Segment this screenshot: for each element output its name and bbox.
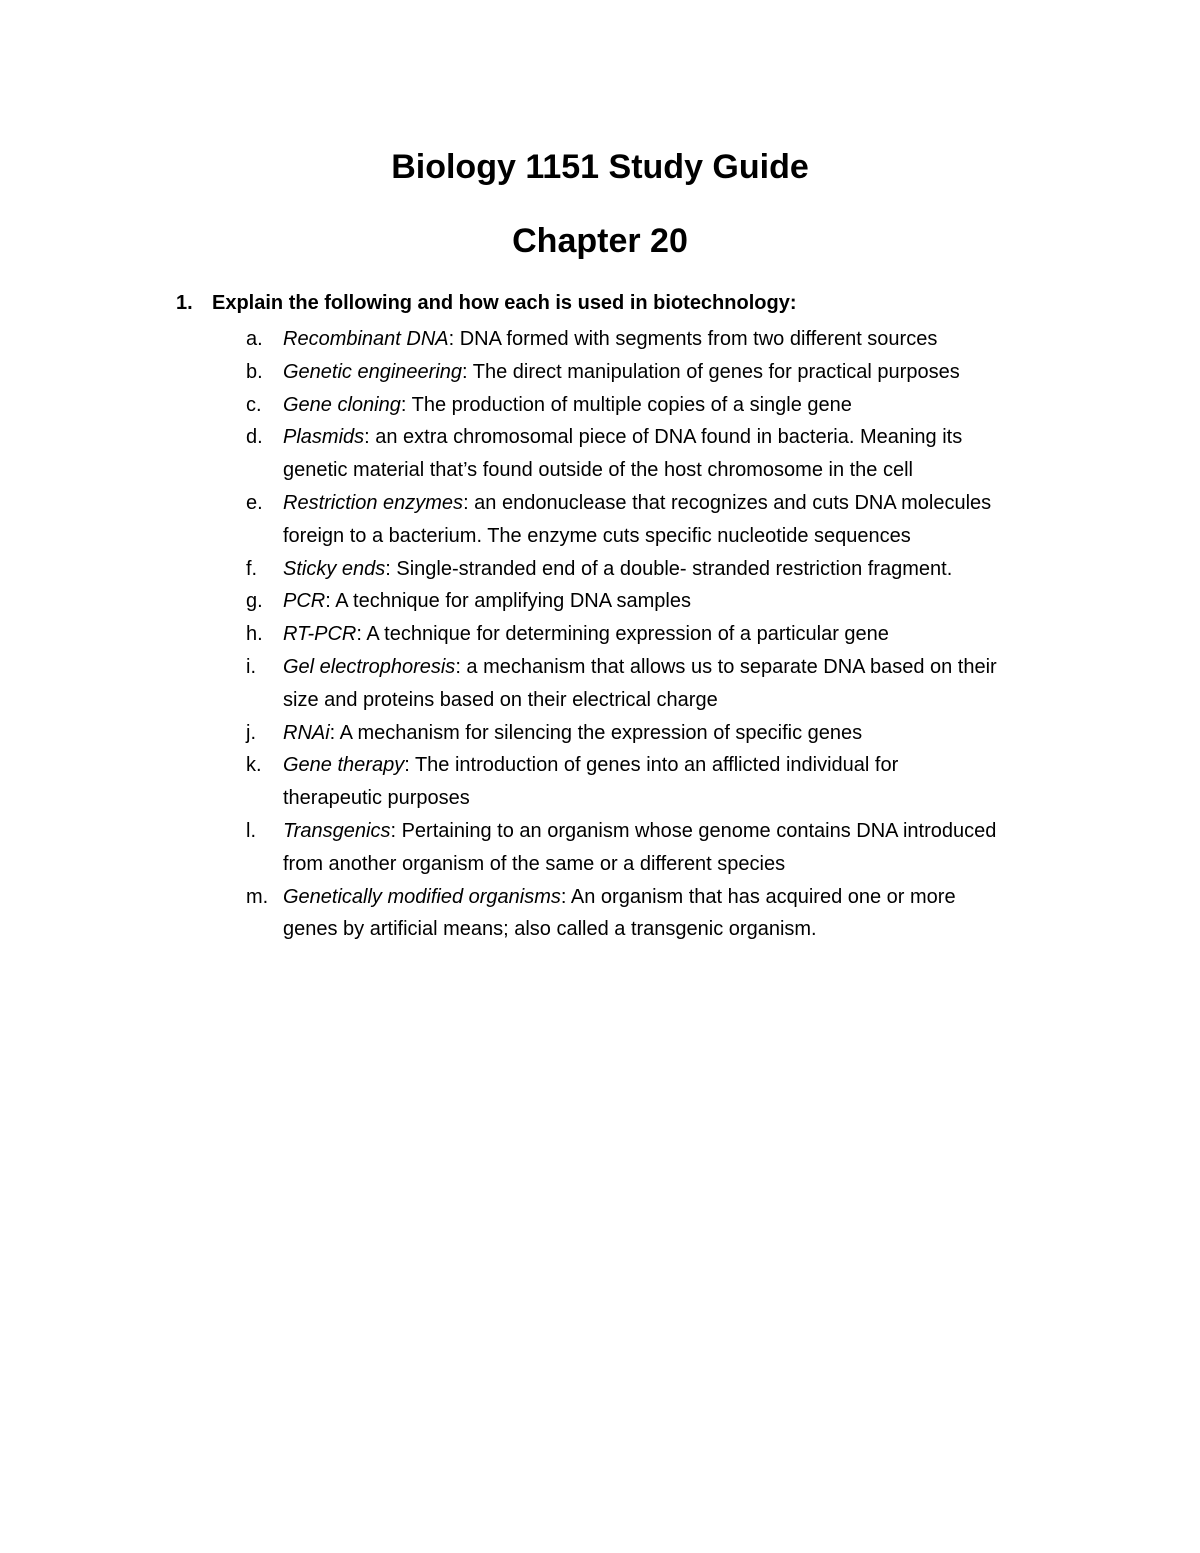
item-term: Plasmids — [283, 426, 365, 449]
item-definition: : DNA formed with segments from two different sources — [448, 328, 938, 350]
list-item — [246, 815, 1066, 881]
list-item — [246, 421, 1066, 487]
item-definition: : an extra chromosomal piece of DNA found in bacteria. Meaning its — [364, 426, 963, 449]
item-definition-continued: therapeutic purposes — [283, 787, 470, 810]
item-letter: k. — [246, 754, 262, 777]
item-letter: g. — [246, 590, 263, 613]
list-item — [246, 651, 1066, 717]
item-letter: d. — [246, 426, 263, 449]
item-letter: l. — [246, 819, 256, 842]
item-letter: f. — [246, 557, 258, 580]
list-item — [246, 881, 1066, 947]
item-letter: b. — [246, 360, 263, 383]
item-definition: : A mechanism for silencing the expression of specific genes — [329, 721, 863, 744]
item-letter: j. — [246, 721, 256, 744]
item-term: Genetic engineering — [283, 360, 463, 383]
item-definition-continued: genetic material that’s found outside of the host chromosome in the cell — [283, 459, 913, 482]
item-definition-continued: from another organism of the same or a different species — [283, 852, 786, 875]
item-definition: : A technique for amplifying DNA samples — [325, 590, 691, 613]
item-definition: : The direct manipulation of genes for practical purposes — [462, 360, 960, 383]
item-definition: : The production of multiple copies of a single gene — [400, 393, 852, 416]
item-letter: i. — [246, 655, 256, 678]
list-item — [246, 389, 1066, 422]
item-definition: : The introduction of genes into an afflicted individual for — [404, 754, 899, 777]
list-item — [246, 618, 1066, 651]
list-item — [246, 487, 1066, 553]
definition-list — [246, 323, 1066, 946]
item-definition-continued: genes by artificial means; also called a transgenic organism. — [283, 918, 817, 941]
item-letter: m. — [246, 885, 269, 908]
item-term: Gel electrophoresis — [283, 655, 456, 678]
item-letter: a. — [246, 328, 263, 350]
item-definition-continued: size and proteins based on their electrical charge — [283, 688, 718, 711]
item-term: Transgenics — [283, 819, 391, 842]
item-term: Gene cloning — [283, 393, 401, 416]
list-item — [246, 585, 1066, 618]
item-term: Sticky ends — [283, 557, 386, 580]
question-number: 1. — [176, 292, 193, 314]
item-definition: : a mechanism that allows us to separate DNA based on their — [455, 655, 997, 678]
item-term: PCR — [283, 590, 326, 613]
item-definition: : A technique for determining expression of a particular gene — [356, 623, 889, 646]
item-term: Recombinant DNA — [283, 328, 449, 350]
item-letter: h. — [246, 623, 263, 646]
item-definition: : an endonuclease that recognizes and cuts DNA molecules — [463, 491, 992, 514]
item-definition: : Pertaining to an organism whose genome contains DNA introduced — [390, 819, 997, 842]
item-term: Genetically modified organisms — [283, 885, 561, 908]
list-item — [246, 553, 1066, 586]
question-text: Explain the following and how each is used in biotechnology: — [212, 292, 797, 314]
item-letter: c. — [246, 393, 262, 416]
document-title: Biology 1151 Study Guide — [391, 148, 809, 186]
question-1 — [176, 292, 796, 315]
item-term: Restriction enzymes — [283, 491, 464, 514]
item-definition: : Single-stranded end of a double- stranded restriction fragment. — [385, 557, 953, 580]
item-letter: e. — [246, 491, 263, 514]
item-term: Gene therapy — [283, 754, 405, 777]
item-definition-continued: foreign to a bacterium. The enzyme cuts specific nucleotide sequences — [283, 524, 911, 547]
list-item — [246, 323, 1066, 356]
item-definition: : An organism that has acquired one or more — [560, 885, 956, 908]
list-item — [246, 356, 1066, 389]
chapter-heading: Chapter 20 — [512, 222, 688, 260]
list-item — [246, 749, 1066, 815]
item-term: RT-PCR — [283, 623, 357, 646]
list-item — [246, 717, 1066, 750]
item-term: RNAi — [283, 721, 330, 744]
